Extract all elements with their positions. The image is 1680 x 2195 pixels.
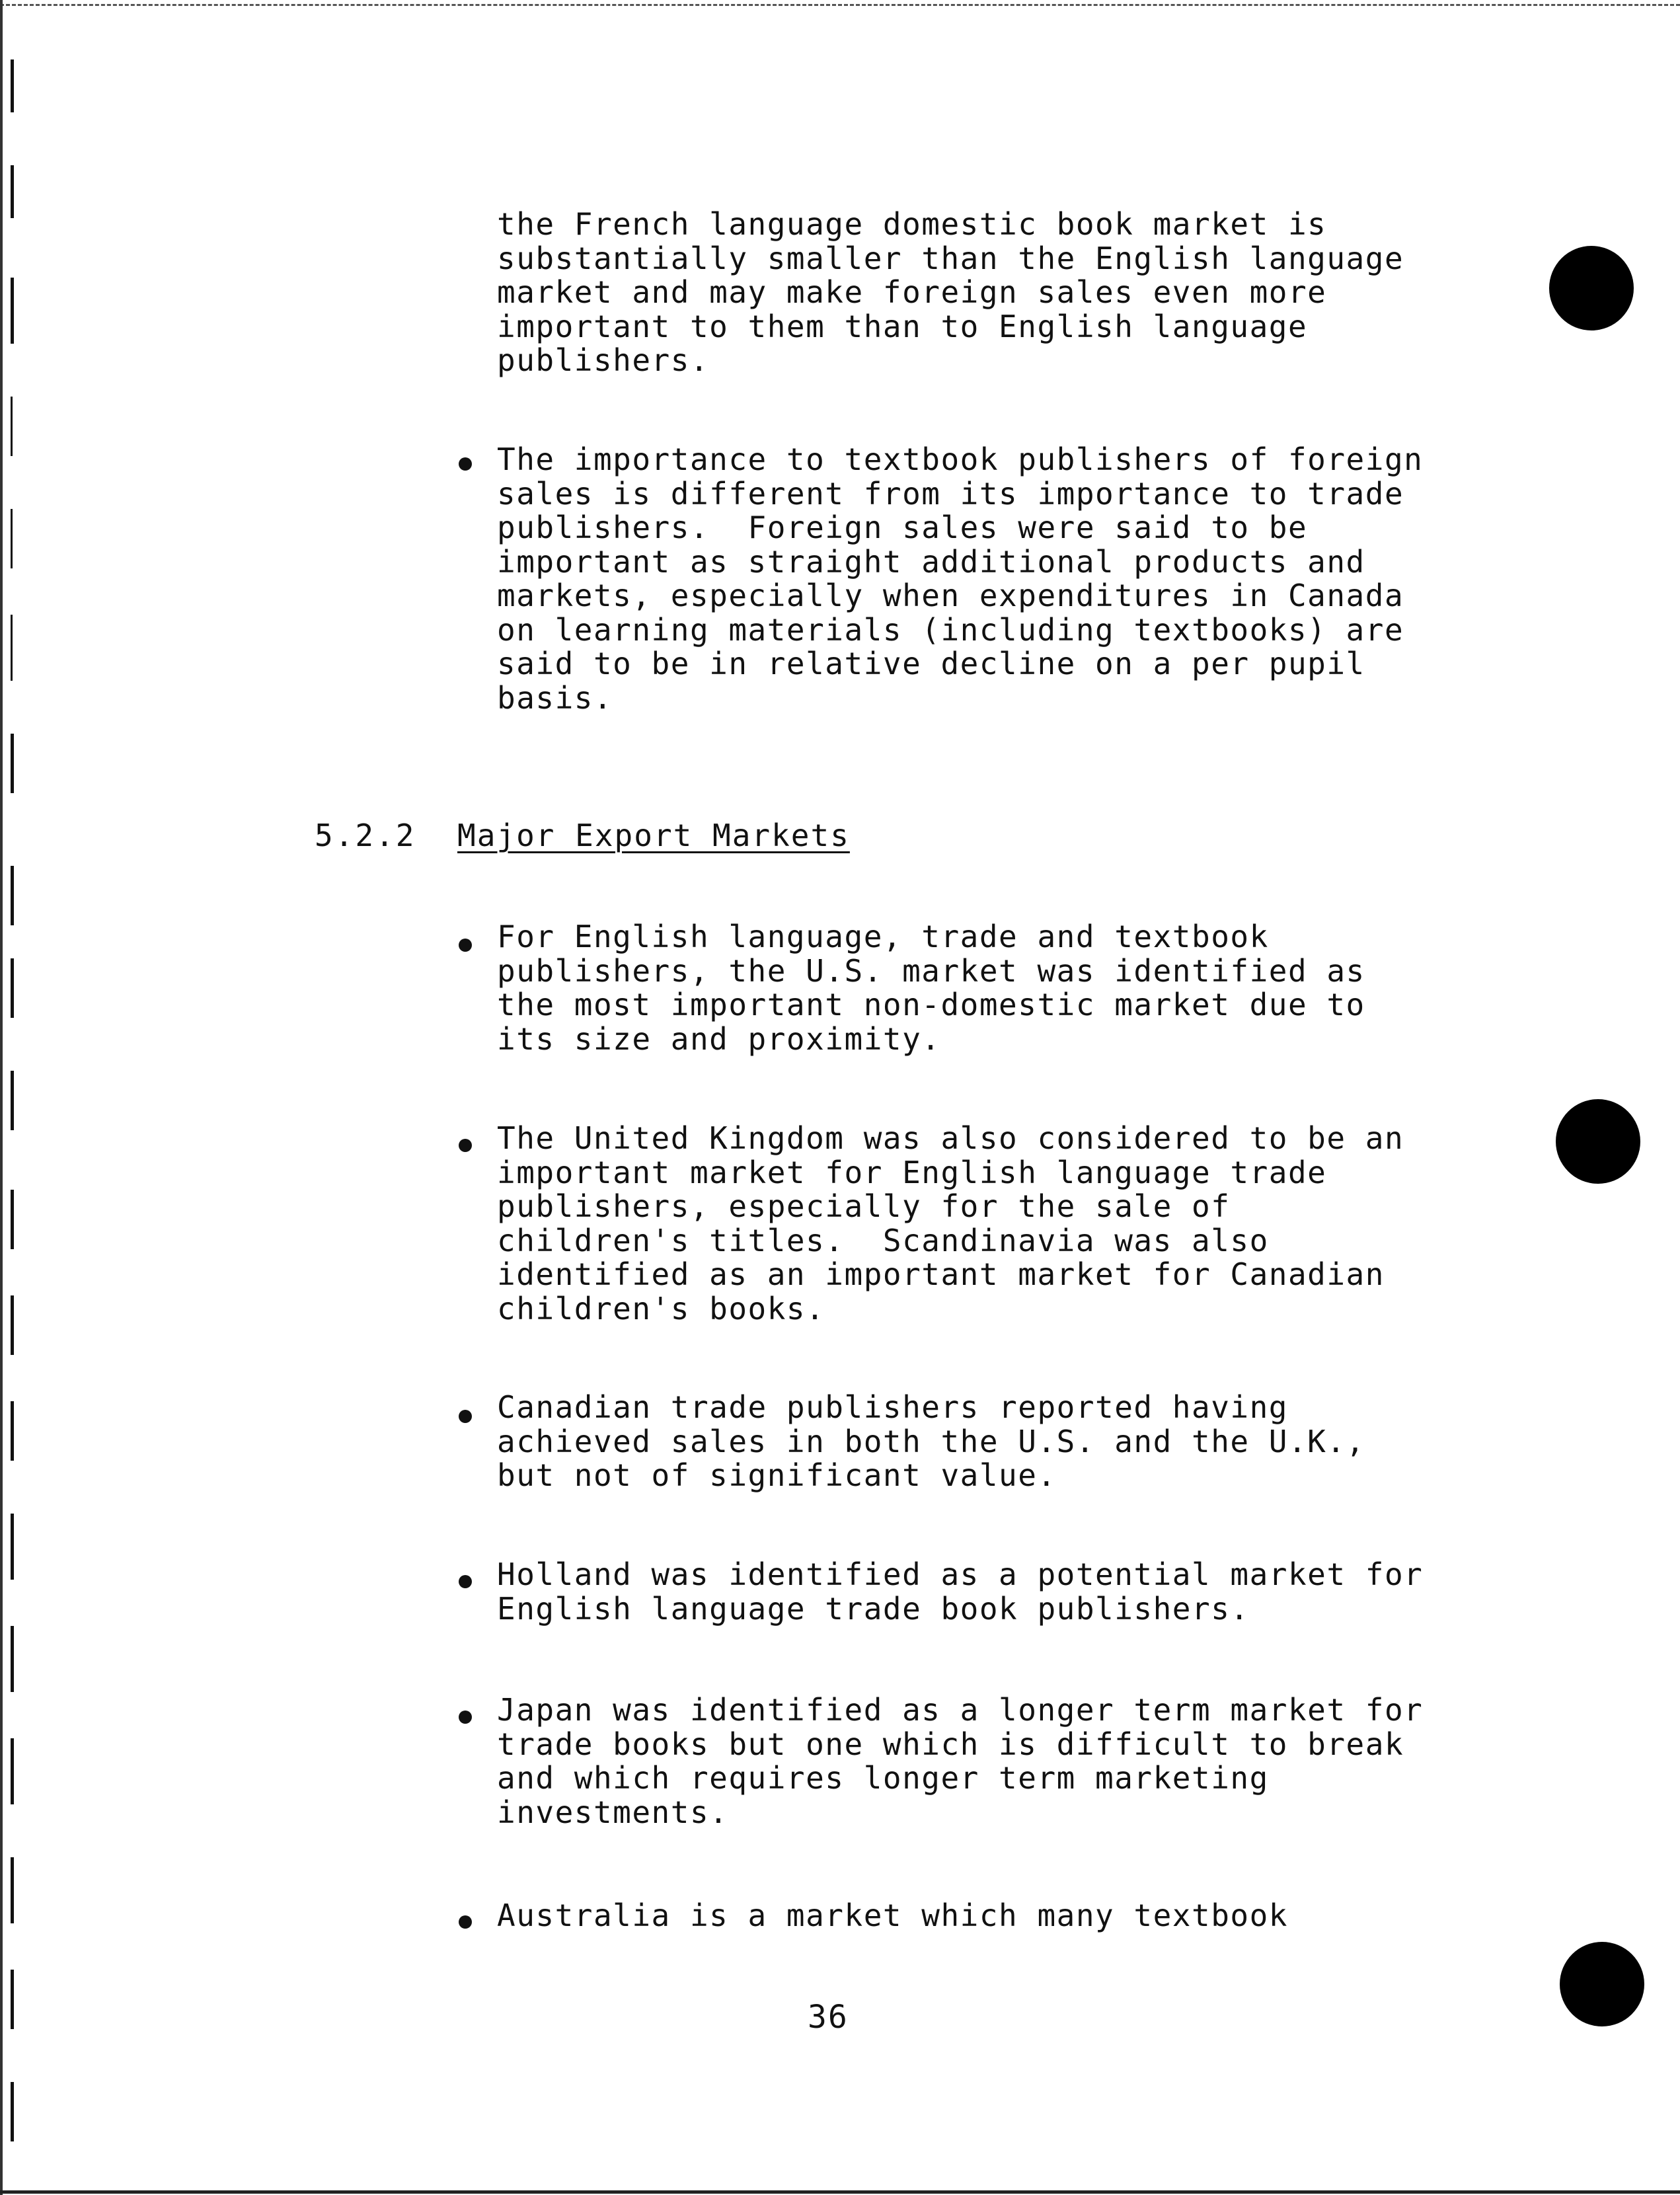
scan-left-edge <box>0 0 3 2195</box>
margin-mark <box>11 1857 14 1923</box>
bullet-paragraph: Canadian trade publishers reported having achieved sales in both the U.S. and the U.K., but not of significant value. <box>497 1389 1365 1493</box>
bullet-paragraph: The United Kingdom was also considered to be an important market for English language trade publishers, especially for the sale of children's titles. Scandinavia was also identified as an important market for Canadian children's books. <box>497 1120 1404 1327</box>
bullet-icon <box>459 1575 472 1588</box>
punch-hole <box>1556 1099 1640 1184</box>
margin-mark <box>11 1514 14 1580</box>
margin-mark <box>11 1071 14 1130</box>
margin-mark <box>11 509 13 568</box>
margin-mark <box>11 165 14 218</box>
bullet-icon <box>459 1410 472 1423</box>
margin-mark <box>11 1738 14 1804</box>
margin-mark <box>11 866 14 925</box>
bullet-paragraph: For English language, trade and textbook publishers, the U.S. market was identified as the most important non-domestic market due to its size and proximity. <box>497 919 1365 1057</box>
margin-mark <box>11 734 14 793</box>
scan-bottom-edge <box>0 2190 1680 2194</box>
margin-mark <box>11 2082 14 2141</box>
bullet-paragraph: Australia is a market which many textbook <box>497 1898 1288 1933</box>
punch-hole <box>1549 246 1634 330</box>
margin-mark <box>11 59 14 112</box>
scan-top-edge <box>0 4 1680 6</box>
bullet-icon <box>459 939 472 952</box>
margin-mark <box>11 1295 14 1355</box>
bullet-icon <box>459 1139 472 1152</box>
page-number: 36 <box>808 1999 849 2036</box>
section-number: 5.2.2 <box>315 818 416 853</box>
margin-mark <box>11 278 14 344</box>
margin-mark <box>11 615 13 681</box>
bullet-icon <box>459 1711 472 1724</box>
bullet-icon <box>459 1915 472 1929</box>
margin-mark <box>11 397 13 456</box>
section-title: Major Export Markets <box>457 818 850 853</box>
margin-mark <box>11 958 14 1018</box>
bullet-paragraph: Japan was identified as a longer term market for trade books but one which is difficult to break and which requires longer term marketing investments. <box>497 1692 1424 1830</box>
bullet-icon <box>459 457 472 471</box>
margin-mark <box>11 1970 14 2029</box>
margin-mark <box>11 1626 14 1692</box>
body-paragraph: the French language domestic book market is substantially smaller than the English language market and may make foreign sales even more important to them than to English language publishers. <box>497 206 1404 378</box>
punch-hole <box>1560 1942 1644 2026</box>
margin-mark <box>11 1401 14 1461</box>
margin-mark <box>11 1190 14 1249</box>
bullet-paragraph: Holland was identified as a potential market for English language trade book publishers. <box>497 1557 1424 1627</box>
bullet-paragraph: The importance to textbook publishers of foreign sales is different from its importance to trade publishers. Foreign sales were said to be important as straight additional products and markets, especially when expenditures in Canada on learning materials (including textbooks) are said to be in relative decline on a per pupil basis. <box>497 442 1424 716</box>
